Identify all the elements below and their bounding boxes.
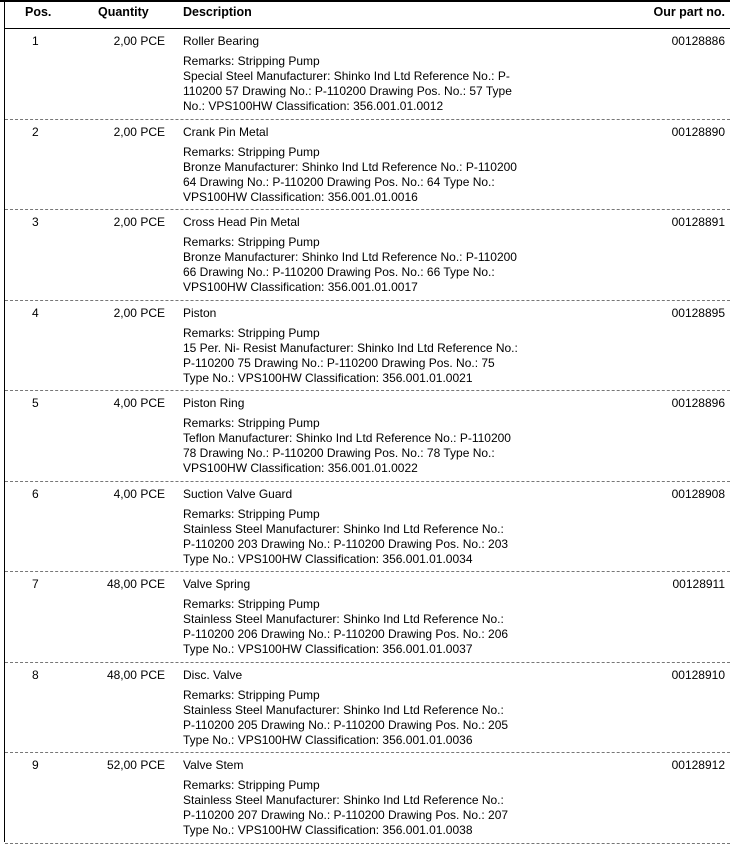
part-number: 00128895: [671, 305, 725, 320]
item-remarks: Remarks: Stripping Pump: [183, 235, 320, 249]
detail-line: 64 Drawing No.: P-110200 Drawing Pos. No.: 64 Type No.:: [183, 174, 495, 189]
table-row: [5, 29, 730, 120]
header-part-no: Our part no.: [653, 5, 725, 19]
row-quantity: [107, 577, 165, 591]
part-number: 00128886: [671, 34, 725, 48]
item-details: [183, 341, 563, 387]
detail-line: P-110200 207 Drawing No.: P-110200 Drawing Pos. No.: 207: [183, 808, 509, 823]
row-quantity: [114, 396, 165, 410]
detail-line: P-110200 75 Drawing No.: P-110200 Drawing Pos. No.: 75: [183, 355, 495, 370]
quantity-unit: PCE: [140, 396, 165, 410]
table-row: [5, 120, 730, 211]
item-name: Crank Pin Metal: [183, 124, 269, 139]
item-name: Disc. Valve: [183, 667, 243, 682]
table-row: [5, 210, 730, 301]
part-number: 00128891: [671, 215, 725, 229]
row-position: 1: [32, 34, 39, 48]
detail-line: Special Steel Manufacturer: Shinko Ind Ltd Reference No.: P-: [183, 69, 510, 83]
row-position: 9: [32, 758, 39, 772]
quantity-unit: PCE: [140, 758, 165, 772]
table-row: [5, 663, 730, 754]
table-row: [5, 301, 730, 392]
detail-line: Type No.: VPS100HW Classification: 356.001.01.0036: [183, 732, 473, 747]
quantity-value: 2,00: [113, 215, 137, 229]
item-details: [183, 612, 563, 658]
detail-line: Bronze Manufacturer: Shinko Ind Ltd Reference No.: P-110200: [183, 250, 517, 264]
part-number: 00128910: [671, 667, 725, 682]
header-description: Description: [183, 5, 252, 19]
detail-line: Stainless Steel Manufacturer: Shinko Ind Ltd Reference No.:: [183, 793, 504, 807]
detail-line: Type No.: VPS100HW Classification: 356.001.01.0021: [183, 370, 473, 385]
detail-line: VPS100HW Classification: 356.001.01.0016: [183, 189, 418, 204]
quantity-value: 48,00: [106, 577, 137, 591]
row-quantity: [114, 34, 165, 48]
detail-line: 15 Per. Ni- Resist Manufacturer: Shinko Ind Ltd Reference No.:: [183, 340, 518, 355]
quantity-unit: PCE: [140, 577, 165, 591]
table-row: [5, 482, 730, 573]
detail-line: No.: VPS100HW Classification: 356.001.01.0012: [183, 99, 444, 114]
quantity-unit: PCE: [140, 34, 165, 48]
quantity-value: 2,00: [113, 305, 137, 320]
item-name: Piston Ring: [183, 396, 245, 410]
row-quantity: [107, 758, 165, 772]
item-details: [183, 522, 563, 568]
row-position: 2: [32, 124, 39, 139]
detail-line: Type No.: VPS100HW Classification: 356.001.01.0034: [183, 551, 473, 566]
row-position: 7: [32, 577, 39, 591]
item-name: Suction Valve Guard: [183, 486, 293, 501]
quantity-value: 48,00: [106, 667, 137, 682]
quantity-unit: PCE: [140, 215, 165, 229]
item-details: [183, 431, 563, 477]
detail-line: Stainless Steel Manufacturer: Shinko Ind Ltd Reference No.:: [183, 612, 504, 626]
detail-line: 66 Drawing No.: P-110200 Drawing Pos. No.: 66 Type No.:: [183, 265, 495, 280]
detail-line: Bronze Manufacturer: Shinko Ind Ltd Reference No.: P-110200: [183, 159, 517, 174]
item-name: Piston: [183, 305, 217, 320]
row-position: 5: [32, 396, 39, 410]
row-quantity: [114, 306, 165, 320]
item-remarks: Remarks: Stripping Pump: [183, 325, 320, 340]
quantity-unit: PCE: [140, 305, 165, 320]
item-name: Valve Stem: [183, 758, 244, 772]
header-pos: Pos.: [25, 5, 52, 19]
item-details: [183, 160, 563, 206]
table-row: [5, 391, 730, 482]
quantity-unit: PCE: [140, 486, 165, 501]
detail-line: Type No.: VPS100HW Classification: 356.001.01.0037: [183, 642, 473, 657]
row-quantity: [114, 125, 165, 139]
quantity-value: 4,00: [113, 396, 137, 410]
detail-line: P-110200 203 Drawing No.: P-110200 Drawing Pos. No.: 203: [183, 536, 509, 551]
detail-line: 78 Drawing No.: P-110200 Drawing Pos. No.: 78 Type No.:: [183, 446, 495, 461]
part-number: 00128908: [671, 486, 725, 501]
detail-line: Stainless Steel Manufacturer: Shinko Ind Ltd Reference No.:: [183, 702, 504, 717]
item-name: Valve Spring: [183, 577, 251, 591]
top-rule: [0, 0, 730, 2]
part-number: 00128912: [671, 758, 725, 772]
row-quantity: [114, 487, 165, 501]
row-quantity: [114, 215, 165, 229]
item-remarks: Remarks: Stripping Pump: [183, 506, 320, 521]
detail-line: VPS100HW Classification: 356.001.01.0017: [183, 280, 418, 295]
row-quantity: [107, 668, 165, 682]
part-number: 00128896: [671, 396, 725, 410]
item-remarks: Remarks: Stripping Pump: [183, 144, 320, 159]
row-position: 4: [32, 305, 39, 320]
item-remarks: Remarks: Stripping Pump: [183, 778, 320, 792]
item-remarks: Remarks: Stripping Pump: [183, 597, 320, 611]
detail-line: 110200 57 Drawing No.: P-110200 Drawing Pos. No.: 57 Type: [183, 84, 512, 99]
item-remarks: Remarks: Stripping Pump: [183, 687, 320, 702]
item-name: Cross Head Pin Metal: [183, 215, 300, 229]
row-position: 3: [32, 215, 39, 229]
table-row: [5, 753, 730, 844]
row-position: 8: [32, 667, 39, 682]
item-details: [183, 793, 563, 839]
item-details: [183, 69, 563, 115]
row-position: 6: [32, 486, 39, 501]
detail-line: Type No.: VPS100HW Classification: 356.001.01.0038: [183, 823, 473, 838]
detail-line: P-110200 206 Drawing No.: P-110200 Drawing Pos. No.: 206: [183, 627, 509, 642]
item-remarks: Remarks: Stripping Pump: [183, 416, 320, 430]
part-number: 00128890: [671, 124, 725, 139]
header-quantity: Quantity: [98, 5, 149, 19]
quantity-value: 4,00: [113, 486, 137, 501]
item-details: [183, 250, 563, 296]
item-name: Roller Bearing: [183, 34, 260, 48]
quantity-value: 2,00: [113, 124, 137, 139]
detail-line: VPS100HW Classification: 356.001.01.0022: [183, 461, 418, 476]
item-list: [0, 29, 730, 844]
table-header: [0, 5, 730, 25]
item-remarks: Remarks: Stripping Pump: [183, 54, 320, 68]
detail-line: Stainless Steel Manufacturer: Shinko Ind Ltd Reference No.:: [183, 521, 504, 536]
quantity-unit: PCE: [140, 667, 165, 682]
detail-line: P-110200 205 Drawing No.: P-110200 Drawing Pos. No.: 205: [183, 717, 509, 732]
detail-line: Teflon Manufacturer: Shinko Ind Ltd Reference No.: P-110200: [183, 431, 511, 445]
quantity-value: 52,00: [106, 758, 137, 772]
quantity-value: 2,00: [113, 34, 137, 48]
table-row: [5, 572, 730, 663]
item-details: [183, 703, 563, 749]
quantity-unit: PCE: [140, 124, 165, 139]
part-number: 00128911: [672, 577, 725, 591]
